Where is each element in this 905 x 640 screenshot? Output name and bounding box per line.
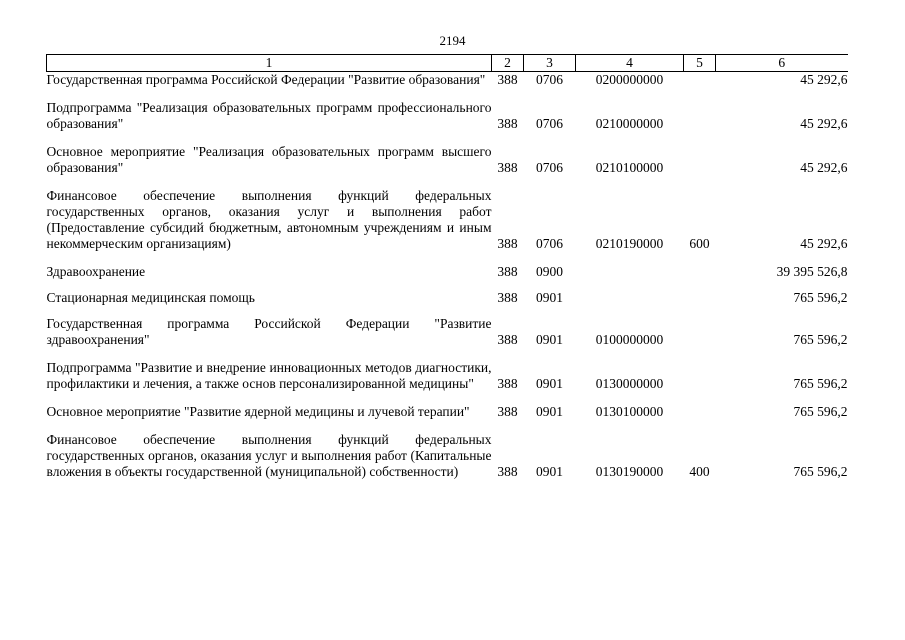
table-row (47, 188, 848, 252)
row-type (684, 264, 716, 280)
table-row (47, 144, 848, 176)
row-type: 600 (689, 236, 710, 251)
row-code: 388 (497, 264, 518, 279)
row-target (576, 290, 684, 306)
row-name: Стационарная медицинская помощь (46, 290, 255, 305)
row-section: 0901 (536, 464, 563, 479)
row-section: 0706 (536, 236, 563, 251)
row-name: Основное мероприятие "Развитие ядерной медицины и лучевой терапии" (46, 404, 470, 419)
column-header-6: 6 (716, 55, 848, 72)
table-row (47, 264, 848, 280)
row-amount: 765 596,2 (793, 332, 848, 347)
column-header-1: 1 (47, 55, 492, 72)
row-type: 400 (689, 464, 710, 479)
row-code: 388 (497, 464, 518, 479)
row-code: 388 (497, 404, 518, 419)
row-name: Финансовое обеспечение выполнения функций федеральных государственных органов, оказания услуг и выполнения работ (Капитальные вложения в объекты государственной (муниципальной) собственности) (46, 432, 492, 479)
row-section: 0901 (536, 290, 563, 305)
row-type (684, 316, 716, 348)
row-name: Подпрограмма "Реализация образовательных программ профессионального образования" (46, 100, 492, 131)
row-name: Основное мероприятие "Реализация образовательных программ высшего образования" (46, 144, 492, 175)
row-name: Государственная программа Российской Федерации "Развитие образования" (46, 72, 486, 87)
column-header-5: 5 (684, 55, 716, 72)
row-section: 0706 (536, 160, 563, 175)
row-target: 0100000000 (595, 332, 664, 347)
column-header-4: 4 (576, 55, 684, 72)
row-type (684, 290, 716, 306)
table-row (47, 290, 848, 306)
row-target: 0130100000 (595, 404, 664, 419)
row-amount: 45 292,6 (800, 236, 848, 251)
row-amount: 45 292,6 (800, 160, 848, 175)
row-name: Здравоохранение (46, 264, 146, 279)
table-row (47, 360, 848, 392)
row-target: 0210100000 (595, 160, 664, 175)
row-name: Подпрограмма "Развитие и внедрение инновационных методов диагностики, профилактики и лечения, а также основ персонализированной медицины" (46, 360, 492, 391)
budget-table (46, 54, 848, 480)
row-code: 388 (497, 160, 518, 175)
row-code: 388 (497, 376, 518, 391)
row-type (684, 144, 716, 176)
row-section: 0706 (536, 72, 563, 87)
table-row (47, 100, 848, 132)
row-target: 0210190000 (595, 236, 664, 251)
row-section: 0901 (536, 376, 563, 391)
row-code: 388 (497, 72, 518, 87)
row-target: 0200000000 (595, 72, 664, 87)
row-section: 0706 (536, 116, 563, 131)
row-section: 0901 (536, 332, 563, 347)
column-header-3: 3 (524, 55, 576, 72)
row-amount: 765 596,2 (793, 376, 848, 391)
row-target (576, 264, 684, 280)
row-code: 388 (497, 116, 518, 131)
table-row (47, 72, 848, 89)
row-type (684, 72, 716, 89)
table-row (47, 432, 848, 480)
row-type (684, 100, 716, 132)
row-type (684, 360, 716, 392)
table-row (47, 404, 848, 420)
row-name: Государственная программа Российской Федерации "Развитие здравоохранения" (46, 316, 492, 347)
row-code: 388 (497, 290, 518, 305)
row-code: 388 (497, 236, 518, 251)
row-section: 0900 (536, 264, 563, 279)
header-row (47, 55, 848, 72)
row-code: 388 (497, 332, 518, 347)
row-amount: 45 292,6 (800, 116, 848, 131)
row-target: 0130190000 (595, 464, 664, 479)
row-target: 0210000000 (595, 116, 664, 131)
column-header-2: 2 (492, 55, 524, 72)
row-amount: 765 596,2 (793, 404, 848, 419)
row-amount: 45 292,6 (800, 72, 848, 87)
row-target: 0130000000 (595, 376, 664, 391)
page-number: 2194 (439, 33, 466, 48)
row-type (684, 404, 716, 420)
row-amount: 765 596,2 (793, 290, 848, 305)
row-amount: 39 395 526,8 (776, 264, 848, 279)
table-row (47, 316, 848, 348)
row-name: Финансовое обеспечение выполнения функций федеральных государственных органов, оказания услуг и выполнения работ (Предоставление субсидий бюджетным, автономным учреждениям и иным некоммерческим организациям) (46, 188, 492, 251)
row-section: 0901 (536, 404, 563, 419)
row-amount: 765 596,2 (793, 464, 848, 479)
